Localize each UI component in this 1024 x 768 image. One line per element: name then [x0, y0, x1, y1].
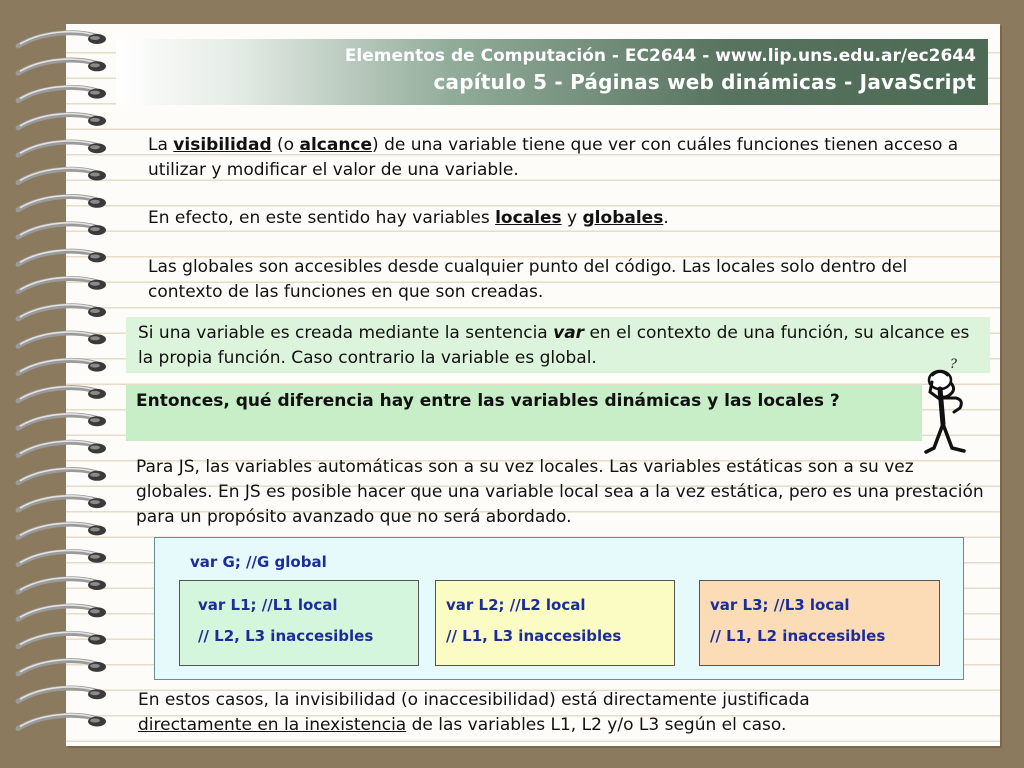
binding-ring: [18, 114, 106, 128]
binding-ring: [18, 632, 106, 646]
term-visibilidad: visibilidad: [173, 135, 272, 155]
term-globales: globales: [582, 208, 664, 228]
binding-ring: [18, 550, 106, 564]
local-note-l1: // L2, L3 inaccesibles: [198, 627, 374, 645]
binding-ring: [18, 223, 106, 237]
binding-ring: [18, 660, 106, 674]
binding-ring: [18, 714, 106, 728]
binding-ring: [18, 168, 106, 182]
chapter-title: capítulo 5 - Páginas web dinámicas - JavaScript: [433, 70, 976, 94]
slide-header: [116, 39, 988, 105]
var-statement-callout: Si una variable es creada mediante la sentencia var en el contexto de una función, su alcance es la propia función. Caso contrario la variable es global.: [126, 317, 990, 373]
keyword-var: var: [553, 323, 585, 343]
binding-ring: [18, 32, 106, 46]
binding-ring: [18, 469, 106, 483]
binding-ring: [18, 196, 106, 210]
local-note-l3: // L1, L2 inaccesibles: [710, 627, 886, 645]
global-declaration: var G; //G global: [190, 553, 327, 571]
course-title: Elementos de Computación - EC2644 - www.lip.uns.edu.ar/ec2644: [344, 46, 976, 66]
binding-ring: [18, 578, 106, 592]
question-mark-label: ?: [950, 357, 957, 372]
binding-ring: [18, 59, 106, 73]
paragraph-js-variables: Para JS, las variables automáticas son a su vez locales. Las variables estáticas son a su vez globales. En JS es posible hacer que una variable local sea a la vez estática, pero es una prestación para un propósito avanzado que no será abordado.: [136, 457, 984, 527]
binding-ring: [18, 605, 106, 619]
scope-diagram: [154, 537, 964, 680]
binding-ring: [18, 387, 106, 401]
binding-ring: [18, 523, 106, 537]
spiral-binding: [0, 24, 115, 746]
local-scope-box-2: [435, 580, 675, 666]
local-declaration-l2: var L2; //L2 local: [446, 596, 586, 614]
binding-ring: [18, 305, 106, 319]
binding-ring: [18, 687, 106, 701]
paragraph-local-global: En efecto, en este sentido hay variables locales y globales.: [148, 208, 669, 228]
binding-ring: [18, 86, 106, 100]
binding-ring: [18, 496, 106, 510]
local-note-l2: // L1, L3 inaccesibles: [446, 627, 622, 645]
binding-ring: [18, 332, 106, 346]
binding-ring: [18, 359, 106, 373]
paragraph-visibility: La visibilidad (o alcance) de una variable tiene que ver con cuáles funciones tienen acceso a utilizar y modificar el valor de una variable.: [148, 135, 959, 180]
thinking-stick-figure-icon: [910, 352, 980, 462]
binding-ring: [18, 277, 106, 291]
binding-ring: [18, 441, 106, 455]
question-callout: Entonces, qué diferencia hay entre las variables dinámicas y las locales ?: [126, 385, 922, 441]
paragraph-accessibility: Las globales son accesibles desde cualquier punto del código. Las locales solo dentro del contexto de las funciones en que son creadas.: [148, 257, 908, 302]
underlined-phrase: directamente en la inexistencia: [138, 715, 407, 735]
binding-ring: [18, 250, 106, 264]
local-declaration-l3: var L3; //L3 local: [710, 596, 850, 614]
local-scope-box-1: [179, 580, 419, 666]
term-alcance: alcance: [299, 135, 373, 155]
term-locales: locales: [495, 208, 562, 228]
binding-ring: [18, 414, 106, 428]
local-declaration-l1: var L1; //L1 local: [198, 596, 338, 614]
binding-ring: [18, 141, 106, 155]
local-scope-box-3: [699, 580, 940, 666]
paragraph-conclusion: En estos casos, la invisibilidad (o inaccesibilidad) está directamente justificada directamente en la inexistencia de las variables L1, L2 y/o L3 según el caso.: [138, 690, 810, 735]
